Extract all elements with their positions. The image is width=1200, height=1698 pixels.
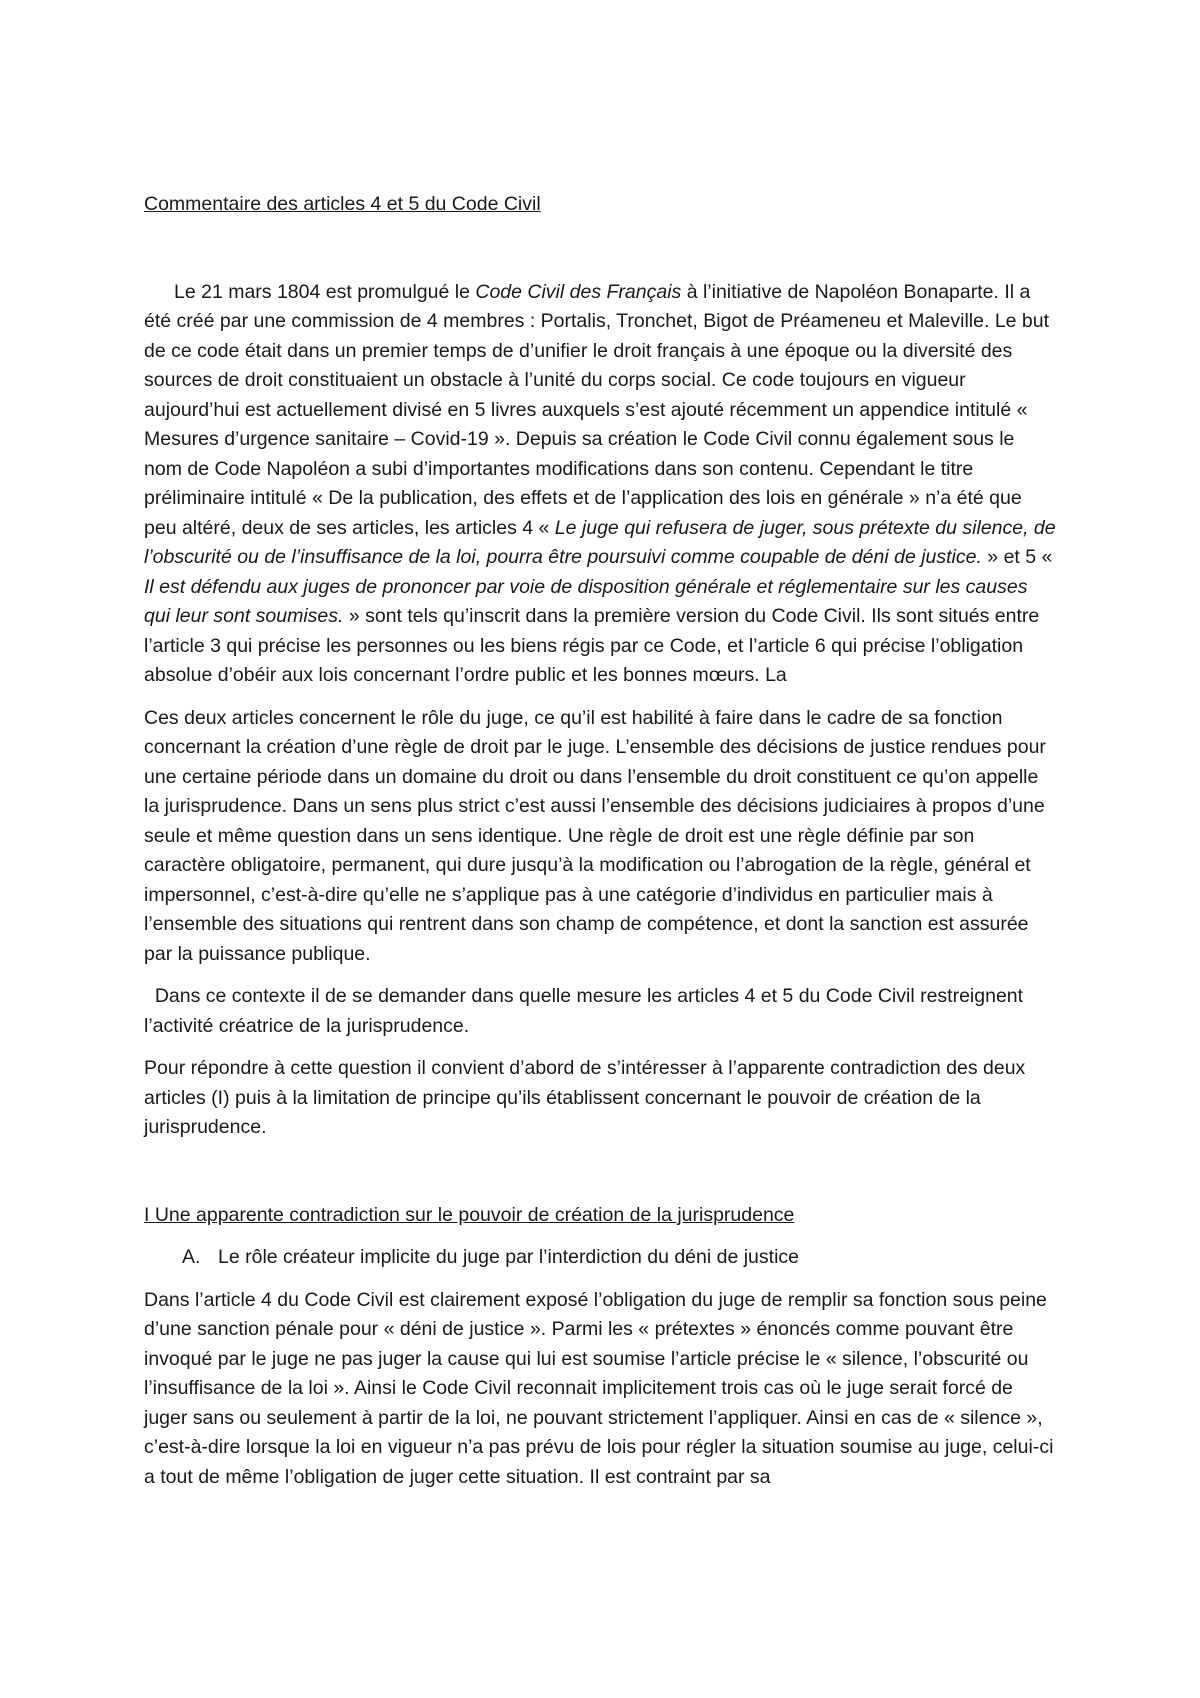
intro-paragraph	[144, 278, 1056, 691]
paragraph-problematic: Dans ce contexte il de se demander dans quelle mesure les articles 4 et 5 du Code Civil restreignent l’activité créatrice de la jurisprudence.	[144, 985, 1029, 1037]
intro-text-2: à l’initiative de Napoléon Bonaparte. Il a été créé par une commission de 4 membres : Portalis, Tronchet, Bigot de Préameneu et Maleville. Le but de ce code était dans un premier temps de d’unifier le droit français à une époque ou la diversité des sources de droit constituaient un obstacle à l’unité du corps social. Ce code toujours en vigueur aujourd’hui est actuellement divisé en 5 livres auxquels s’est ajouté récemment un appendice intitulé « Mesures d’urgence sanitaire – Covid-19 ». Depuis sa création le Code Civil connu également sous le nom de Code Napoléon a subi d’importantes modifications dans son contenu. Cependant le titre préliminaire intitulé « De la publication, des effets et de l’application des lois en générale » n’a été que peu altéré, deux de ses articles, les articles 4 «	[144, 280, 1050, 539]
subsection-a-text: Le rôle créateur implicite du juge par l’interdiction du déni de justice	[218, 1246, 799, 1268]
subsection-a-title	[144, 1243, 1056, 1273]
article5-quote: Il est défendu aux juges de prononcer par voie de disposition générale et réglementaire sur les causes qui leur sont soumises.	[144, 575, 1028, 627]
paragraph-plan: Pour répondre à cette question il convient d’abord de s’intéresser à l’apparente contradiction des deux articles (I) puis à la limitation de principe qu’ils établissent concernant le pouvoir de création de la jurisprudence.	[144, 1057, 1026, 1138]
intro-text-4: » sont tels qu’inscrit dans la première version du Code Civil. Ils sont situés entre l’article 3 qui précise les personnes ou les biens régis par ce Code, et l’article 6 qui précise l’obligation absolue d’obéir aux lois concernant l’ordre public et les bonnes mœurs. La	[144, 605, 1040, 686]
paragraph-article4: Dans l’article 4 du Code Civil est clairement exposé l’obligation du juge de remplir sa fonction sous peine d’une sanction pénale pour « déni de justice ». Parmi les « prétextes » énoncés comme pouvant être invoqué par le juge ne pas juger la cause qui lui est soumise l’article précise le « silence, l’obscurité ou l’insuffisance de la loi ». Ainsi le Code Civil reconnait implicitement trois cas où le juge serait forcé de juger sans ou seulement à partir de la loi, ne pouvant strictement l’appliquer. Ainsi en cas de « silence », c’est-à-dire lorsque la loi en vigueur n’a pas prévu de lois pour régler la situation soumise au juge, celui-ci a tout de même l’obligation de juger cette situation. Il est contraint par sa	[144, 1288, 1054, 1488]
intro-text-3: » et 5 «	[981, 546, 1053, 568]
code-title: Code Civil des Français	[475, 280, 682, 303]
document-title: Commentaire des articles 4 et 5 du Code Civil	[144, 193, 541, 215]
document-body	[144, 190, 1056, 1492]
subsection-a-letter: A.	[182, 1246, 201, 1268]
section-1-title: I Une apparente contradiction sur le pouvoir de création de la jurisprudence	[144, 1203, 795, 1226]
article4-quote: Le juge qui refusera de juger, sous prétexte du silence, de l’obscurité ou de l’insuffisance de la loi, pourra être poursuivi comme coupable de déni de justice.	[144, 516, 1056, 568]
intro-text-1: Le 21 mars 1804 est promulgué le	[174, 280, 476, 303]
paragraph-definitions: Ces deux articles concernent le rôle du juge, ce qu’il est habilité à faire dans le cadre de sa fonction concernant la création d’une règle de droit par le juge. L’ensemble des décisions de justice rendues pour une certaine période dans un domaine du droit ou dans l’ensemble du droit constituent ce qu’on appelle la jurisprudence. Dans un sens plus strict c’est aussi l’ensemble des décisions judiciaires à propos d’une seule et même question dans un sens identique. Une règle de droit est une règle définie par son caractère obligatoire, permanent, qui dure jusqu’à la modification ou l’abrogation de la règle, général et impersonnel, c’est-à-dire qu’elle ne s’applique pas à une catégorie d’individus en particulier mais à l’ensemble des situations qui rentrent dans son champ de compétence, et dont la sanction est assurée par la puissance publique.	[144, 706, 1046, 965]
